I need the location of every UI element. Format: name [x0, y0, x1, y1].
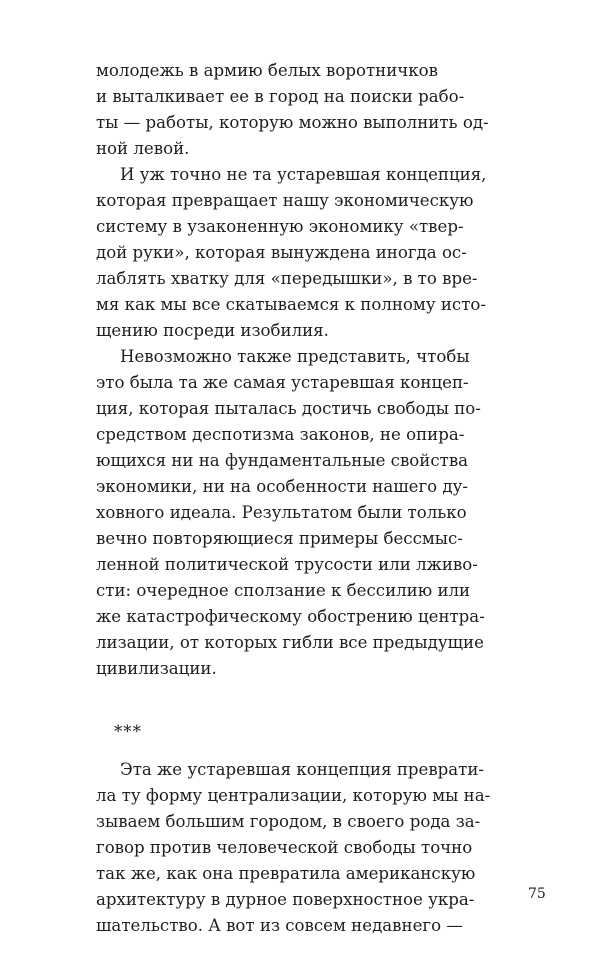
paragraph: [96, 58, 516, 162]
text-line: молодежь в армию белых воротничков: [96, 61, 438, 80]
text-line: ной левой.: [96, 139, 190, 158]
text-line: систему в узаконенную экономику «твер-: [96, 217, 464, 236]
text-line: средством деспотизма законов, не опира-: [96, 425, 465, 444]
text-line: Невозможно также представить, чтобы: [120, 347, 470, 366]
text-line: Эта же устаревшая концепция преврати-: [120, 760, 485, 779]
text-line: это была та же самая устаревшая концеп-: [96, 373, 469, 392]
text-line: мя как мы все скатываемся к полному исто-: [96, 295, 486, 314]
text-line: щению посреди изобилия.: [96, 321, 329, 340]
text-line: шательство. А вот из совсем недавнего —: [96, 916, 463, 935]
text-line: вечно повторяющиеся примеры бессмыс-: [96, 529, 463, 548]
text-line: ховного идеала. Результатом были только: [96, 503, 467, 522]
text-line: дой руки», которая вынуждена иногда ос-: [96, 243, 467, 262]
paragraph: [96, 757, 516, 939]
text-line: ленной политической трусости или лживо-: [96, 555, 478, 574]
text-line: ла ту форму централизации, которую мы на-: [96, 786, 491, 805]
page-body-text: [96, 58, 516, 939]
paragraph: [96, 162, 516, 344]
page-number: 75: [528, 886, 546, 902]
text-line: лизации, от которых гибли все предыдущие: [96, 633, 484, 652]
text-line: ты — работы, которую можно выполнить од-: [96, 113, 489, 132]
text-line: и выталкивает ее в город на поиски рабо-: [96, 87, 465, 106]
text-line: архитектуру в дурное поверхностное укра-: [96, 890, 475, 909]
text-line: лаблять хватку для «передышки», в то вре-: [96, 269, 478, 288]
text-line: цивилизации.: [96, 659, 217, 678]
text-line: которая превращает нашу экономическую: [96, 191, 474, 210]
text-line: зываем большим городом, в своего рода за-: [96, 812, 481, 831]
section-gap: [96, 682, 516, 719]
paragraph: [96, 344, 516, 682]
separator-gap: [96, 745, 516, 757]
text-line: говор против человеческой свободы точно: [96, 838, 473, 857]
section-separator: ***: [114, 722, 142, 741]
text-line: же катастрофическому обострению центра-: [96, 607, 485, 626]
text-line: так же, как она превратила американскую: [96, 864, 476, 883]
text-line: сти: очередное сползание к бессилию или: [96, 581, 471, 600]
text-line: И уж точно не та устаревшая концепция,: [120, 165, 487, 184]
text-line: ющихся ни на фундаментальные свойства: [96, 451, 469, 470]
text-line: ция, которая пыталась достичь свободы по-: [96, 399, 481, 418]
text-line: экономики, ни на особенности нашего ду-: [96, 477, 469, 496]
